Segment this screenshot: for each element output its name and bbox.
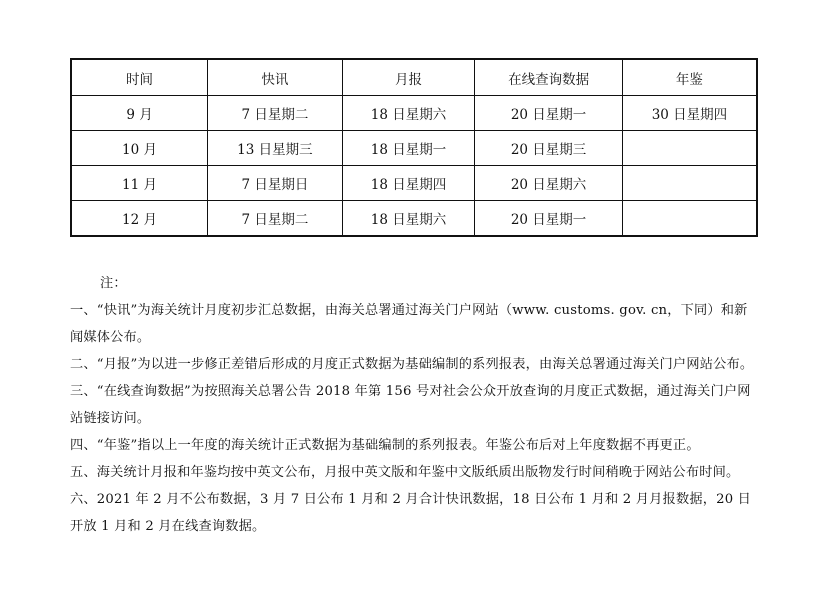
table-cell: 9 月 <box>71 96 208 131</box>
table-cell <box>622 166 757 201</box>
table-cell: 20 日星期三 <box>475 131 623 166</box>
table-header-row <box>71 59 757 96</box>
note-item-6: 六、2021 年 2 月不公布数据，3 月 7 日公布 1 月和 2 月合计快讯数据，18 日公布 1 月和 2 月月报数据，20 日开放 1 月和 2 月在线查询数据。 <box>70 492 752 534</box>
note-item-1: 一、“快讯”为海关统计月度初步汇总数据，由海关总署通过海关门户网站（www. customs. gov. cn，下同）和新闻媒体公布。 <box>70 303 748 345</box>
table-cell: 18 日星期一 <box>342 131 475 166</box>
table-cell: 12 月 <box>71 201 208 237</box>
table-cell: 10 月 <box>71 131 208 166</box>
notes-title: 注： <box>100 276 127 291</box>
note-item-5: 五、海关统计月报和年鉴均按中英文公布，月报中英文版和年鉴中文版纸质出版物发行时间稍晚于网站公布时间。 <box>70 465 740 480</box>
table-row <box>71 201 757 237</box>
note-item-3: 三、“在线查询数据”为按照海关总署公告 2018 年第 156 号对社会公众开放查询的月度正式数据，通过海关门户网站链接访问。 <box>70 384 751 426</box>
table-cell: 20 日星期六 <box>475 166 623 201</box>
table-cell: 7 日星期二 <box>208 201 343 237</box>
table-cell: 7 日星期二 <box>208 96 343 131</box>
header-flash: 快讯 <box>208 59 343 96</box>
header-online-query: 在线查询数据 <box>475 59 623 96</box>
table-cell: 18 日星期六 <box>342 201 475 237</box>
header-month: 时间 <box>71 59 208 96</box>
header-monthly-report: 月报 <box>342 59 475 96</box>
table-cell: 18 日星期六 <box>342 96 475 131</box>
table-cell: 20 日星期一 <box>475 96 623 131</box>
table-cell: 11 月 <box>71 166 208 201</box>
table-row <box>71 96 757 131</box>
header-yearbook: 年鉴 <box>622 59 757 96</box>
table-cell: 20 日星期一 <box>475 201 623 237</box>
table-cell: 30 日星期四 <box>622 96 757 131</box>
table-cell: 7 日星期日 <box>208 166 343 201</box>
release-schedule-table <box>70 58 758 237</box>
note-item-4: 四、“年鉴”指以上一年度的海关统计正式数据为基础编制的系列报表。年鉴公布后对上年度数据不再更正。 <box>70 438 700 453</box>
table-cell: 13 日星期三 <box>208 131 343 166</box>
notes-section <box>70 270 760 540</box>
table-row <box>71 131 757 166</box>
table-cell <box>622 201 757 237</box>
note-item-2: 二、“月报”为以进一步修正差错后形成的月度正式数据为基础编制的系列报表，由海关总署通过海关门户网站公布。 <box>70 357 754 372</box>
table-cell <box>622 131 757 166</box>
table-row <box>71 166 757 201</box>
table-cell: 18 日星期四 <box>342 166 475 201</box>
